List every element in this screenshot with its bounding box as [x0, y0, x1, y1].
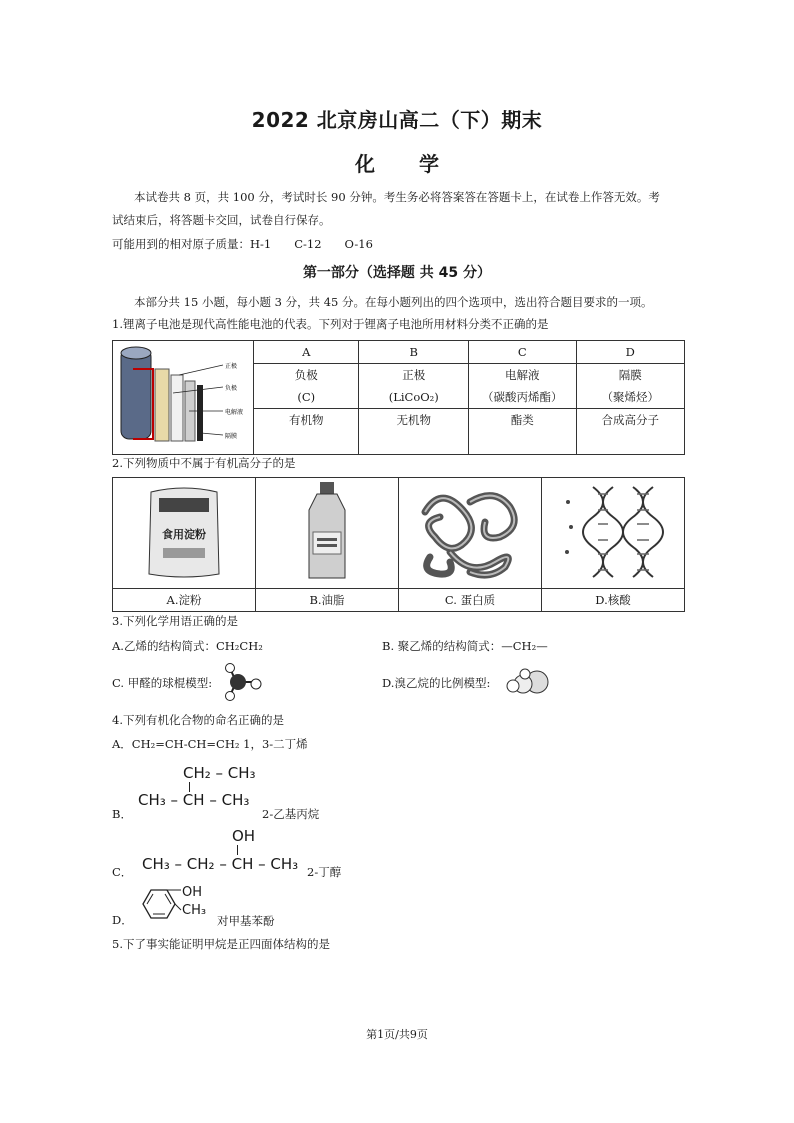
q1-option-b-line1: 正极	[359, 364, 469, 387]
q3-option-a: A.乙烯的结构简式：CH₂CH₂	[112, 639, 263, 653]
q2-option-d: D.核酸	[542, 589, 685, 612]
battery-diagram-icon	[113, 341, 253, 451]
label-positive: 正极	[225, 363, 238, 370]
nucleic-acid-image	[542, 478, 685, 589]
q1-option-b-class: 无机物	[359, 409, 469, 455]
q4-b-main-chain: CH₃ – CH – CH₃	[138, 791, 250, 809]
subject-char-2: 学	[419, 152, 439, 176]
starch-image	[113, 478, 256, 589]
intro-line-2: 试结束后，将答题卡交回，试卷自行保存。	[112, 213, 331, 227]
q1-option-c-line2: （碳酸丙烯酯）	[469, 386, 576, 409]
q1-stem: 1.锂离子电池是现代高性能电池的代表。下列对于锂离子电池所用材料分类不正确的是	[112, 317, 549, 331]
q4-c-main-chain: CH₃ – CH₂ – CH – CH₃	[142, 855, 299, 873]
q1-option-d-line1: 隔膜	[576, 364, 684, 387]
label-separator: 隔膜	[225, 433, 238, 440]
oil-bottle-icon	[297, 480, 357, 584]
q3-option-b: B. 聚乙烯的结构简式：—CH₂—	[382, 639, 548, 653]
q3-option-d: D.溴乙烷的比例模型:	[382, 676, 491, 690]
q1-table	[112, 340, 685, 455]
methylphenol-structure-icon	[135, 884, 225, 924]
protein-structure-icon	[410, 482, 530, 582]
q1-option-b-letter: B	[359, 341, 469, 364]
oil-image	[256, 478, 399, 589]
q1-option-a-line1: 负极	[254, 364, 359, 387]
subject-char-1: 化	[355, 152, 375, 176]
q4-option-d-letter: D．	[112, 913, 133, 927]
page-title: 2022 北京房山高二（下）期末	[251, 108, 543, 132]
q4-b-branch: CH₂ – CH₃	[183, 764, 256, 782]
q4-option-a: A．CH₂=CH-CH=CH₂ 1，3-二丁烯	[112, 737, 308, 751]
q4-c-name: 2-丁醇	[307, 865, 342, 879]
q4-d-name: 对甲基苯酚	[217, 914, 275, 928]
q4-d-ch3: CH₃	[182, 903, 207, 918]
q1-option-a-line2: (C)	[254, 386, 359, 409]
q3-stem: 3.下列化学用语正确的是	[112, 614, 238, 628]
q1-option-b-line2: (LiCoO₂)	[359, 386, 469, 409]
q3-option-c: C. 甲醛的球棍模型:	[112, 676, 213, 690]
section-title: 第一部分（选择题 共 45 分）	[302, 265, 492, 281]
q4-option-c-letter: C．	[112, 865, 133, 879]
q1-option-d-letter: D	[576, 341, 684, 364]
q1-option-d-line2: （聚烯烃）	[576, 386, 684, 409]
q1-option-c-line1: 电解液	[469, 364, 576, 387]
q1-option-a-letter: A	[254, 341, 359, 364]
starch-bag-icon	[139, 482, 229, 582]
page-footer: 第1页/共9页	[366, 1028, 428, 1041]
q5-stem: 5.下了事实能证明甲烷是正四面体结构的是	[112, 937, 330, 951]
starch-bag-text: 食用淀粉	[162, 527, 206, 541]
bromoethane-model-icon	[503, 666, 549, 698]
section-instruction: 本部分共 15 小题，每小题 3 分，共 45 分。在每小题列出的四个选项中，选出符合题目要求的一项。	[134, 295, 653, 309]
q1-option-a-class: 有机物	[254, 409, 359, 455]
q4-c-hydroxyl: OH	[232, 827, 256, 845]
q4-option-b-letter: B．	[112, 807, 132, 821]
q2-stem: 2.下列物质中不属于有机高分子的是	[112, 456, 296, 470]
subject-title	[0, 148, 794, 177]
q1-option-d-class: 合成高分子	[576, 409, 684, 455]
q1-option-c-letter: C	[469, 341, 576, 364]
q4-stem: 4.下列有机化合物的命名正确的是	[112, 713, 284, 727]
q1-option-c-class: 酯类	[469, 409, 576, 455]
q2-table	[112, 477, 685, 612]
q2-option-b: B.油脂	[256, 589, 399, 612]
label-negative: 负极	[225, 385, 238, 392]
q4-c-bond	[237, 845, 238, 855]
q2-option-c: C. 蛋白质	[399, 589, 542, 612]
battery-illustration	[113, 341, 254, 455]
q4-b-name: 2-乙基丙烷	[262, 807, 320, 821]
protein-image	[399, 478, 542, 589]
q4-d-oh: OH	[182, 885, 203, 900]
atomic-mass: 可能用到的相对原子质量：H-1 C-12 O-16	[112, 237, 373, 251]
dna-helix-icon	[553, 482, 673, 582]
label-electrolyte: 电解液	[225, 409, 244, 416]
formaldehyde-model-icon	[222, 662, 268, 702]
q2-option-a: A.淀粉	[113, 589, 256, 612]
intro-line-1: 本试卷共 8 页，共 100 分，考试时长 90 分钟。考生务必将答案答在答题卡上，在试卷上作答无效。考	[134, 190, 660, 204]
